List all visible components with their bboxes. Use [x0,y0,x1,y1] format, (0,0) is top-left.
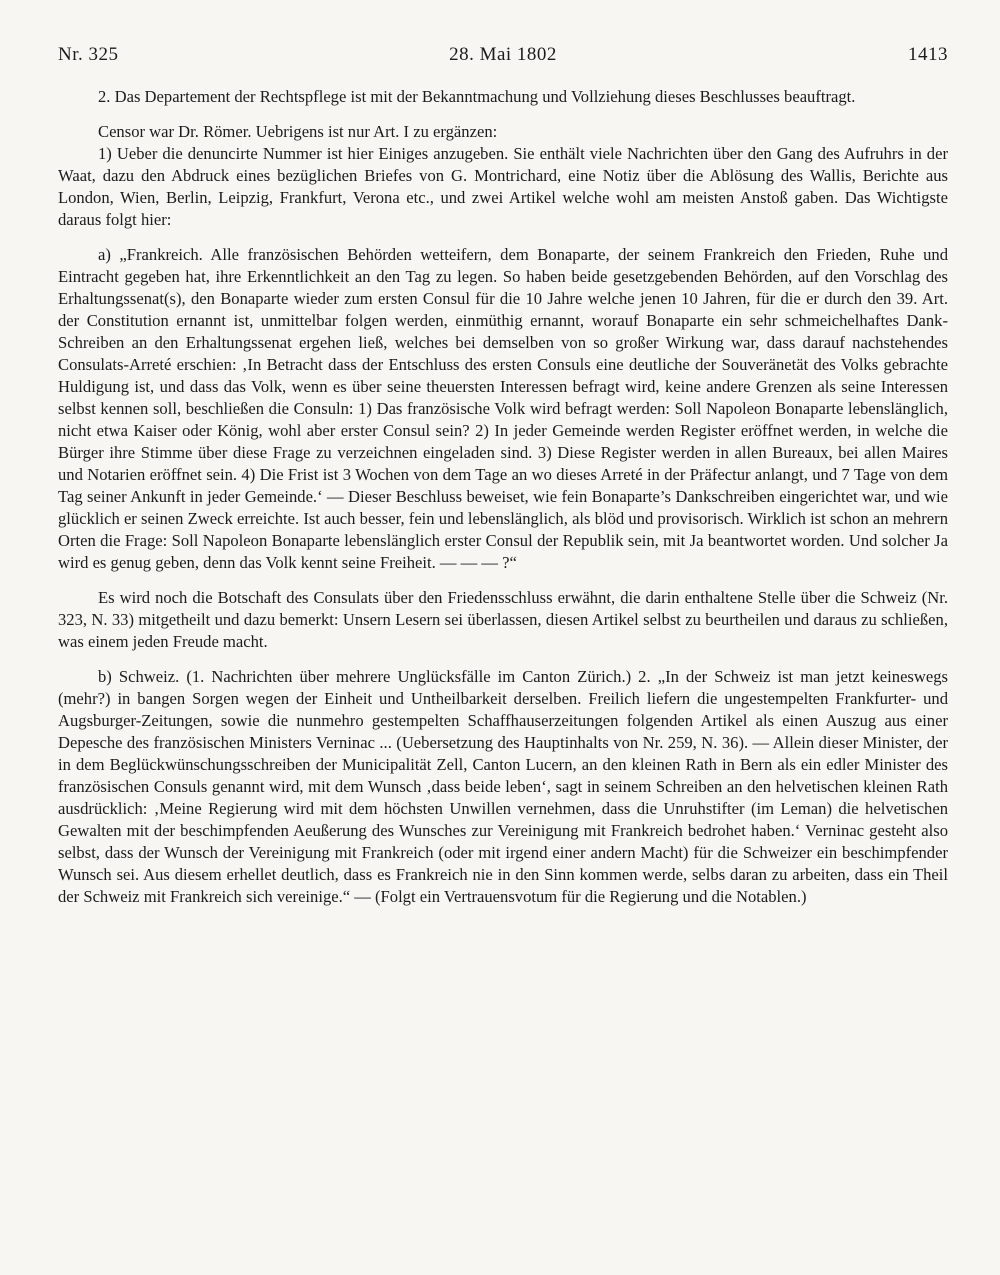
paragraph-schweiz: b) Schweiz. (1. Nachrichten über mehrere Unglücksfälle im Canton Zürich.) 2. „In der Schweiz ist man jetzt keineswegs (mehr?) in bangen Sorgen wegen der Einheit und Untheilbarkeit derselben. Freilich liefern die ungestempelten Frankfurter- und Augsburger-Zeitungen, sowie die nunmehro gestempelten Schaffhauserzeitungen folgenden Artikel als einen Auszug aus einer Depesche des französischen Ministers Verninac ... (Uebersetzung des Hauptinhalts von Nr. 259, N. 36). — Allein dieser Minister, der in dem Beglückwünschungsschreiben der Municipalität Zell, Canton Lucern, an den kleinen Rath in Bern als ein edler Minister des französischen Consuls genannt wird, mit dem Wunsch ‚dass beide leben‘, sagt in seinem Schreiben an den helvetischen kleinen Rath ausdrücklich: ‚Meine Regierung wird mit dem höchsten Unwillen vernehmen, dass die Unruhstifter (im Leman) die helvetischen Gewalten mit der beschimpfenden Aeußerung des Wunsches zur Vereinigung mit Frankreich bedrohet haben.‘ Verninac gesteht also selbst, dass der Wunsch der Vereinigung mit Frankreich (oder mit irgend einer andern Macht) für die Schweizer ein beschimpfender Wunsch sei. Aus diesem erhellet deutlich, dass es Frankreich nie in den Sinn kommen werde, selbs daran zu arbeiten, dass ein Theil der Schweiz mit Frankreich sich vereinige.“ — (Folgt ein Vertrauensvotum für die Regierung und die Notablen.) [58,667,948,906]
paragraph-consulate-message: Es wird noch die Botschaft des Consulats über den Friedensschluss erwähnt, die darin enthaltene Stelle über die Schweiz (Nr. 323, N. 33) mitgetheilt und dazu bemerkt: Unsern Lesern sei überlassen, diesen Artikel selbst zu beurtheilen und daraus zu schließen, was einem jeden Freude macht. [58,588,948,651]
running-header [58,38,948,72]
header-date: 28. Mai 1802 [449,44,557,65]
page-number: 1413 [908,44,948,65]
document-number: Nr. 325 [58,44,119,65]
paragraph-frankreich: a) „Frankreich. Alle französischen Behörden wetteifern, dem Bonaparte, der seinem Frankreich den Frieden, Ruhe und Eintracht gegeben hat, ihre Erkenntlichkeit an den Tag zu legen. So haben beide gesetzgebenden Behörden, auf den Vorschlag des Erhaltungssenat(s), den Bonaparte wieder zum ersten Consul für die 10 Jahre welche jenen 10 Jahren, für die er durch den 39. Art. der Constitution ernannt ist, unmittelbar folgen werden, einmüthig ernannt, worauf Bonaparte ein sehr schmeichelhaftes Dank-Schreiben an den Erhaltungssenat ergehen ließ, welches bei demselben von so großer Wirkung war, dass darauf nachstehendes Consulats-Arreté erschien: ‚In Betracht dass der Entschluss des ersten Consuls eine deutliche der Souveränetät des Volks gebrachte Huldigung ist, und dass das Volk, wenn es über seine theuersten Interessen befragt wird, keine andere Grenzen als seine Interessen selbst kennen soll, beschließen die Consuln: 1) Das französische Volk wird befragt werden: Soll Napoleon Bonaparte lebenslänglich, nicht etwa Kaiser oder König, wohl aber erster Consul sein? 2) In jeder Gemeinde werden Register eröffnet werden, in welche die Bürger ihre Stimme über diese Frage zu verzeichnen eingeladen sind. 3) Diese Register werden in allen Bureaux, bei allen Maires und Notarien eröffnet sein. 4) Die Frist ist 3 Wochen von dem Tage an wo dieses Arreté in der Präfectur anlangt, und 7 Tage von dem Tag seiner Ankunft in jeder Gemeinde.‘ — Dieser Beschluss beweiset, wie fein Bonaparte’s Dankschreiben eingerichtet war, und wie glücklich er seinen Zweck erreichte. Ist auch besser, fein und lebenslänglich, als blöd und provisorisch. Wirklich ist schon an mehrern Orten die Frage: Soll Napoleon Bonaparte lebenslänglich erster Consul der Republik sein, mit Ja beantwortet worden. Und solcher Ja wird es genug geben, denn das Volk kennt seine Freiheit. — — — ?“ [58,245,948,572]
paragraph-resolution-point-2: 2. Das Departement der Rechtspflege ist mit der Bekanntmachung und Vollziehung dieses Beschlusses beauftragt. [98,87,856,106]
paragraph-censor-note: Censor war Dr. Römer. Uebrigens ist nur Art. I zu ergänzen: [98,122,498,141]
paragraph-denounced-issue: 1) Ueber die denuncirte Nummer ist hier Einiges anzugeben. Sie enthält viele Nachrichten über den Gang des Aufruhrs in der Waat, dazu den Abdruck eines bezüglichen Briefes von G. Montrichard, eine Notiz über die Ablösung des Wallis, Berichte aus London, Wien, Berlin, Leipzig, Frankfurt, Verona etc., und zwei Artikel welche wohl am meisten Anstoß gaben. Das Wichtigste daraus folgt hier: [58,144,948,229]
body-text [58,86,948,908]
